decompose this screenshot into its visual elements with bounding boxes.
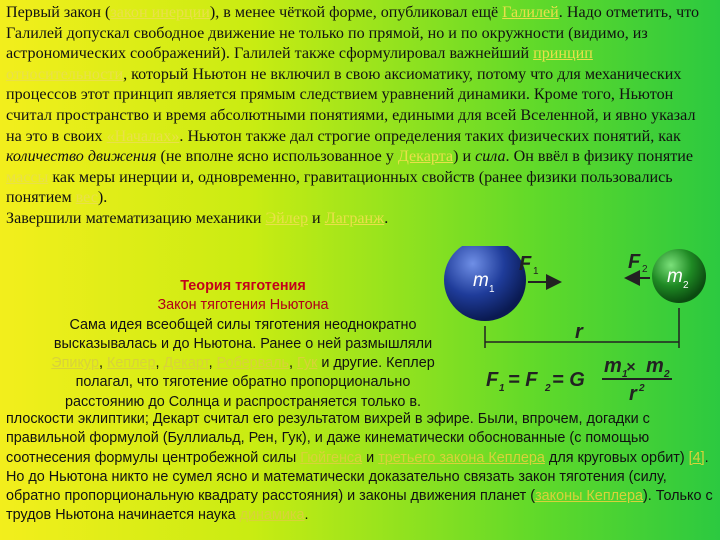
formula-den: r [629,383,637,405]
text-span: и другие. Кеплер [317,355,435,372]
force-2-sub: 2 [642,264,648,275]
link-tretii-zakon-keplera[interactable]: третьего закона Кеплера [378,449,545,466]
link-dinamika[interactable]: динамика [239,507,305,524]
force-1-sub: 1 [533,266,539,277]
formula-lhs-sub: 1 [499,383,505,394]
link-roberval[interactable]: Роберваль [216,355,290,372]
text-span: . Надо отметить, что Галилей допускал свободное движение не только по прямой, но и по окружности (видимо, из астрономических соображений). Галилей также сформулировал важнейший [6,4,700,63]
link-kepler[interactable]: Кеплер [106,355,156,372]
text-span: (не вполне ясно использованное у [156,148,398,166]
mass-2-label: m [667,266,683,287]
text-span: для круговых орбит) [544,449,689,466]
formula-num-m1-sub: 1 [622,369,628,380]
section-heading: Теория тяготения [180,278,306,294]
text-span: и [362,449,379,466]
main-paragraph [6,3,712,230]
formula-lhs: F [486,369,499,391]
law-title: Закон тяготения Ньютона [157,297,329,314]
text-span: . [384,209,389,227]
text-line-names: Эпикур, Кеплер, Декарт, Роберваль, Гук и другие. Кеплер [51,355,435,372]
mass-2-sub: 2 [683,280,689,291]
text-span: ), в менее чёткой форме, опубликовал ещё [209,4,503,21]
text-span: ). [97,189,108,207]
text-span: ) и [453,148,476,166]
text-span: плоскости эклиптики; Декарт считал его результатом вихрей в эфире. Были, впрочем, догадки с правильной формулой (Буллиальд, Рен, Гук), и даже кинематически обоснованные (с помощью соотнесения формулы центробежной силы [6,411,650,466]
text-span: ). Только с трудов Ньютона начинается наука [6,488,713,524]
force-1-label: F [519,253,532,275]
text-span: и [308,209,325,227]
formula-num-m1: m [604,355,622,377]
link-gyuigens[interactable]: Гюйгенса [300,449,363,466]
link-nachala[interactable]: «Началах» [106,127,180,145]
text-span: как меры инерции и, одновременно, гравитационных свойств (ранее физики пользовались понятием [6,168,673,207]
link-lagranzh[interactable]: Лагранж [324,209,385,227]
force-2-label: F [628,251,641,273]
gravity-law-figure [436,246,720,406]
mass-1-sub: 1 [489,284,495,295]
link-princip-otnositelnosti[interactable]: принцип относительности [6,45,593,83]
formula-mid: = F [508,369,538,391]
link-galilei[interactable]: Галилей [502,4,559,21]
link-dekart-2[interactable]: Декарт [163,355,209,372]
distance-label: r [575,321,583,343]
text-line: полагал, что тяготение обратно пропорционально [75,374,411,391]
text-span: , который Ньютон не включил в свою аксиоматику, потому что для механических процессов этот принцип является прямым следствием уравнений динамики. Кроме того, Ньютон считал пространство и время абсолютными понятиями, едиными для всей Вселенной, и явно указал на это в своих [6,65,696,145]
link-epikur[interactable]: Эпикур [51,355,99,372]
link-eiler[interactable]: Эйлер [265,209,309,227]
formula-num-x: × [626,359,636,376]
mass-1-label: m [473,270,489,291]
formula-num-m2: m [646,355,664,377]
text-span: . [304,507,309,524]
text-line: Сама идея всеобщей силы тяготения неоднократно [69,316,417,333]
link-guk[interactable]: Гук [297,355,318,372]
text-line: высказывалась и до Ньютона. Ранее о ней размышляли [53,335,433,352]
gravity-formula [486,355,672,405]
text-span: . Он ввёл в физику понятие [505,148,694,166]
italic-term: количество движения [6,148,157,166]
link-zakon-inercii[interactable]: закон инерции [110,4,210,21]
reference-link[interactable]: [4] [688,449,705,466]
gravity-section [0,277,486,412]
link-dekart[interactable]: Декарта [397,148,454,166]
formula-eq: = G [552,369,585,391]
link-massa[interactable]: массы [6,168,49,186]
text-span: Завершили математизацию механики [6,209,266,227]
bottom-paragraph [6,410,714,526]
italic-term: сила [475,148,506,166]
formula-den-sup: 2 [639,383,645,394]
text-span: . Но до Ньютона никто не сумел ясно и математически доказательно связать закон тяготения (силу, обратно пропорциональную квадрату расстояния) и законы движения планет ( [6,449,709,505]
link-zakony-keplera[interactable]: законы Кеплера [535,488,644,505]
formula-num-m2-sub: 2 [664,369,670,380]
text-span: Первый закон ( [6,4,111,21]
text-line: расстоянию до Солнца и распространяется только в. [64,393,422,410]
text-span: . Ньютон также дал строгие определения таких физических понятий, как [179,127,681,145]
formula-mid-sub: 2 [545,383,551,394]
link-ves[interactable]: вес [75,189,98,207]
